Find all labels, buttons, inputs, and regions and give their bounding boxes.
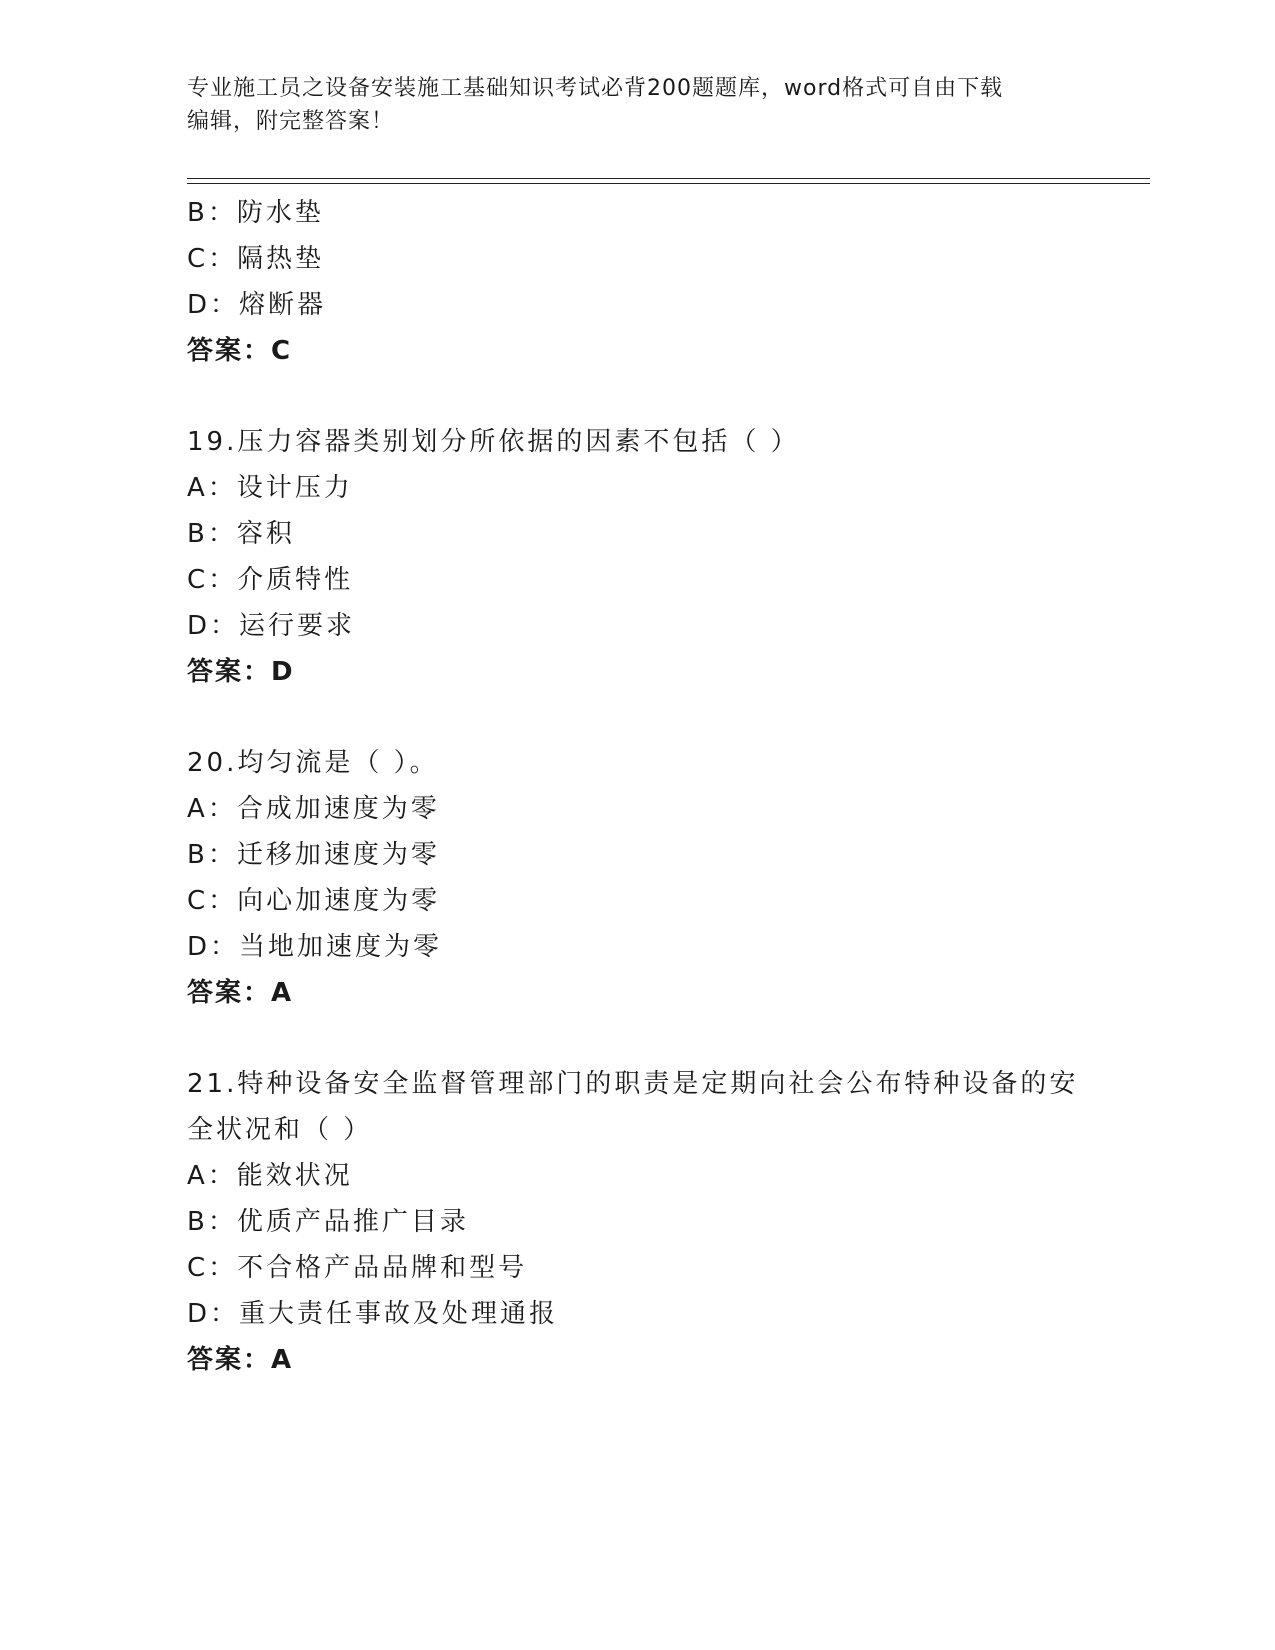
option-b: B：迁移加速度为零	[187, 840, 440, 870]
option-a: A：能效状况	[187, 1161, 353, 1191]
option-c: C：向心加速度为零	[187, 886, 441, 916]
question-list	[187, 190, 1087, 1383]
spacer	[187, 374, 1087, 419]
question-21	[187, 1061, 1087, 1383]
option-b: B：优质产品推广目录	[187, 1207, 469, 1237]
answer: 答案：D	[187, 657, 295, 687]
answer: 答案：C	[187, 336, 293, 366]
option-c: C：不合格产品品牌和型号	[187, 1253, 528, 1283]
question-title-line-2: 全状况和（ ）	[187, 1115, 373, 1145]
document-header	[187, 72, 1087, 138]
question-title: 19.压力容器类别划分所依据的因素不包括（ ）	[187, 427, 800, 457]
spacer	[187, 695, 1087, 740]
question-title-line-1: 21.特种设备安全监督管理部门的职责是定期向社会公布特种设备的安	[187, 1069, 1079, 1099]
spacer	[187, 1016, 1087, 1061]
header-divider	[187, 178, 1150, 184]
answer: 答案：A	[187, 1345, 294, 1375]
option-d: D：运行要求	[187, 611, 356, 641]
answer: 答案：A	[187, 978, 294, 1008]
question-19	[187, 419, 1087, 695]
question-title: 20.均匀流是（ ）。	[187, 748, 439, 778]
option-a: A：设计压力	[187, 473, 353, 503]
option-b: B：容积	[187, 519, 295, 549]
option-d: D：熔断器	[187, 290, 327, 320]
question-20	[187, 740, 1087, 1016]
header-title-line-1: 专业施工员之设备安装施工基础知识考试必背200题题库，word格式可自由下载	[187, 76, 1004, 101]
option-d: D：重大责任事故及处理通报	[187, 1299, 559, 1329]
question-18-continued	[187, 190, 1087, 374]
option-c: C：介质特性	[187, 565, 354, 595]
option-c: C：隔热垫	[187, 244, 325, 274]
option-b: B：防水垫	[187, 198, 324, 228]
header-title-line-2: 编辑，附完整答案！	[187, 109, 395, 134]
option-a: A：合成加速度为零	[187, 794, 440, 824]
option-d: D：当地加速度为零	[187, 932, 443, 962]
